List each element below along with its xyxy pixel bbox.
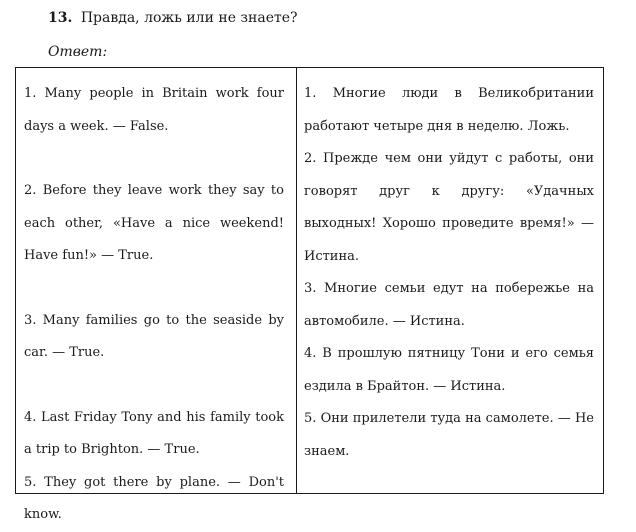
exercise-number: 13. bbox=[48, 10, 73, 26]
exercise-title: Правда, ложь или не знаете? bbox=[80, 10, 298, 26]
english-item-5: 5. They got there by plane. — Don't know. bbox=[24, 474, 284, 522]
column-divider bbox=[296, 68, 297, 493]
english-item-1: 1. Many people in Britain work four days a week. — False. bbox=[24, 86, 284, 134]
russian-item-1: 1. Многие люди в Великобритании работают четыре дня в неделю. Ложь. bbox=[304, 86, 594, 134]
answer-label: Ответ: bbox=[48, 44, 108, 60]
russian-item-5: 5. Они прилетели туда на самолете. — Не знаем. bbox=[304, 411, 594, 459]
english-item-4: 4. Last Friday Tony and his family took a trip to Brighton. — True. bbox=[24, 409, 284, 457]
english-item-3: 3. Many families go to the seaside by car. — True. bbox=[24, 312, 284, 360]
russian-item-4: 4. В прошлую пятницу Тони и его семья ездила в Брайтон. — Истина. bbox=[304, 346, 594, 394]
russian-item-3: 3. Многие семьи едут на побережье на автомобиле. — Истина. bbox=[304, 281, 594, 329]
russian-item-2: 2. Прежде чем они уйдут с работы, они говорят друг к другу: «Удачных выходных! Хорошо проведите время!» — Истина. bbox=[304, 151, 594, 264]
exercise-heading bbox=[48, 8, 298, 28]
russian-column bbox=[304, 78, 594, 468]
english-item-2: 2. Before they leave work they say to each other, «Have a nice weekend! Have fun!» — True. bbox=[24, 183, 284, 263]
answer-table bbox=[15, 67, 604, 522]
english-column bbox=[24, 78, 284, 532]
